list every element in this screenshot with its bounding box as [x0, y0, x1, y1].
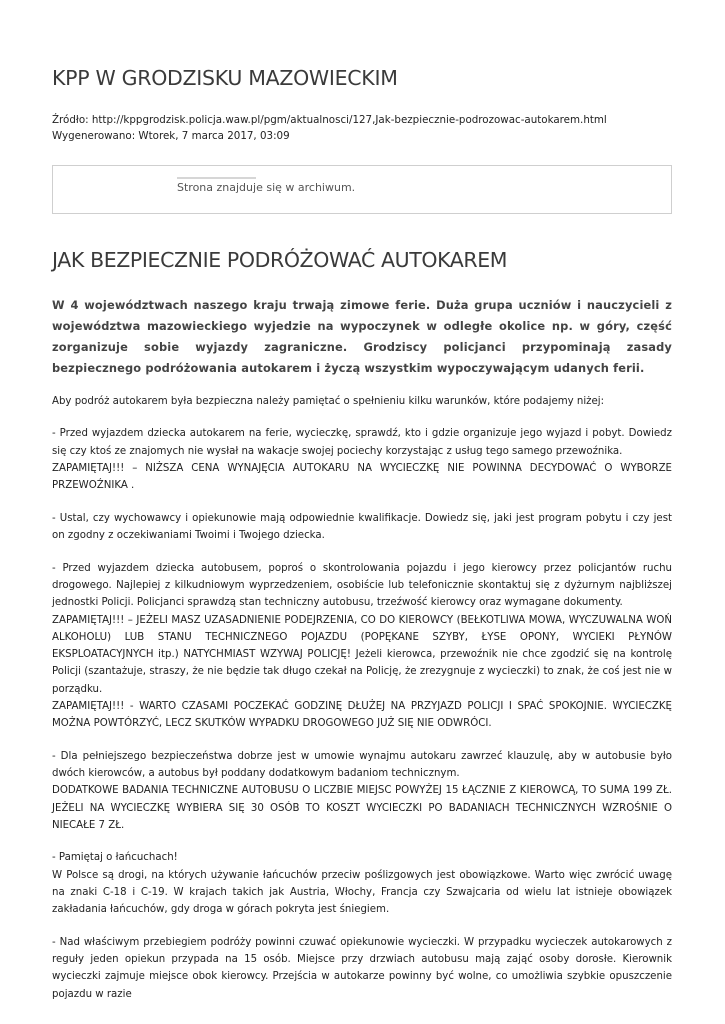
paragraph-supervision: - Nad właściwym przebiegiem podróży powinni czuwać opiekunowie wycieczki. W przypadku wycieczek autokarowych z reguły jeden opiekun przypada na 15 osób. Miejsce przy drzwiach autobusu mają zająć osoby dorosłe. Kierownik wycieczki zajmuje miejsce obok kierowcy. Przejścia w autokarze powinny być wolne, co umożliwia szybkie opuszczenie pojazdu w razie	[52, 936, 672, 1000]
paragraph-text: - Dla pełniejszego bezpieczeństwa dobrze jest w umowie wynajmu autokaru zawrzeć klauzulę, aby w autobusie było dwóch kierowców, a autobus był poddany dodatkowym badaniom technicznym.	[52, 750, 672, 780]
archive-notice-text: Strona znajduje się w archiwum.	[177, 181, 356, 194]
paragraph-text: - Przed wyjazdem dziecka autokarem na ferie, wycieczkę, sprawdź, kto i gdzie organizuje jego wyjazd i pobyt. Dowiedz się czy ktoś ze znajomych nie wysłał na wakacje swojej pociechy korzystając z usług tego samego przewoźnika.	[52, 428, 672, 457]
archive-notice-divider	[177, 177, 256, 179]
warning-text: DODATKOWE BADANIA TECHNICZNE AUTOBUSU O LICZBIE MIEJSC POWYŻEJ 15 ŁĄCZNIE Z KIEROWCĄ, TO SUMA 199 ZŁ. JEŻELI NA WYCIECZKĘ WYBIERA SIĘ 30 OSÓB TO KOSZT WYCIECZKI PO BADANIACH TECHNICZNYCH WZROŚNIE O NIECAŁE 7 ZŁ.	[52, 785, 672, 831]
article-title: JAK BEZPIECZNIE PODRÓŻOWAĆ AUTOKAREM	[52, 248, 508, 272]
site-title: KPP W GRODZISKU MAZOWIECKIM	[52, 66, 398, 90]
paragraph-heading: - Pamiętaj o łańcuchach!	[52, 852, 178, 864]
warning-text: ZAPAMIĘTAJ!!! – NIŻSZA CENA WYNAJĘCIA AUTOKARU NA WYCIECZKĘ NIE POWINNA DECYDOWAĆ O WYBORZE PRZEWOŹNIKA .	[52, 463, 672, 492]
article-body	[52, 393, 672, 1018]
paragraph-contract	[52, 748, 672, 834]
document-meta	[52, 113, 607, 144]
generated-date-line: Wygenerowano: Wtorek, 7 marca 2017, 03:09	[52, 129, 290, 142]
paragraph-text: W Polsce są drogi, na których używanie łańcuchów przeciw poślizgowych jest obowiązkowe. Warto więc zwrócić uwagę na znaki C-18 i C-19. W krajach takich jak Austria, Włochy, Francja czy Szwajcaria od wielu lat istnieje obowiązek zakładania łańcuchów, gdy droga w górach pokryta jest śniegiem.	[52, 869, 672, 916]
paragraph-guardians: - Ustal, czy wychowawcy i opiekunowie mają odpowiednie kwalifikacje. Dowiedz się, jaki jest program pobytu i czy jest on zgodny z oczekiwaniami Twoimi i Twojego dziecka.	[52, 512, 672, 542]
warning-text: ZAPAMIĘTAJ!!! – JEŻELI MASZ UZASADNIENIE PODEJRZENIA, CO DO KIEROWCY (BEŁKOTLIWA MOWA, WYCZUWALNA WOŃ ALKOHOLU) LUB STANU TECHNICZNEGO POJAZDU (POPĘKANE SZYBY, ŁYSE OPONY, WYCIEKI PŁYNÓW EKSPLOATACYJNYCH itp.) NATYCHMIAST WZYWAJ POLICJĘ! Jeżeli kierowca, przewoźnik nie chce zgodzić się na kontrolę Policji (szantażuje, straszy, że nie będzie tak długo czekał na Policję, że zrezygnuje z wycieczki) to znak, że coś jest nie w porządku.	[52, 614, 672, 695]
paragraph-organizer	[52, 425, 672, 494]
paragraph-text: - Przed wyjazdem dziecka autobusem, poproś o skontrolowania pojazdu i jego kierowcy przez policjantów ruchu drogowego. Najlepiej z kilkudniowym wyprzedzeniem, osobiście lub telefonicznie skontaktuj się z dyżurnym najbliższej jednostki Policji. Policjanci sprawdzą stan techniczny autobusu, trzeźwość kierowcy oraz wymagane dokumenty.	[52, 562, 672, 609]
warning-text: ZAPAMIĘTAJ!!! - WARTO CZASAMI POCZEKAĆ GODZINĘ DŁUŻEJ NA PRZYJAZD POLICJI I SPAĆ SPOKOJNIE. WYCIECZKĘ MOŻNA POWTÓRZYĆ, LECZ SKUTKÓW WYPADKU DROGOWEGO JUŻ SIĘ NIE ODWRÓCI.	[52, 701, 672, 730]
intro-paragraph: Aby podróż autokarem była bezpieczna należy pamiętać o spełnieniu kilku warunków, które podajemy niżej:	[52, 396, 605, 407]
paragraph-inspection	[52, 560, 672, 733]
paragraph-chains	[52, 849, 672, 918]
archive-notice-box	[52, 165, 672, 214]
article-lead: W 4 województwach naszego kraju trwają zimowe ferie. Duża grupa uczniów i nauczycieli z województwa mazowieckiego wyjedzie na wypoczynek w odległe okolice np. w góry, część zorganizuje sobie wyjazdy zagraniczne. Grodziscy policjanci przypominają zasady bezpiecznego podróżowania autokarem i życzą wszystkim wypoczywającym udanych ferii.	[52, 298, 672, 375]
source-url-line: Źródło: http://kppgrodzisk.policja.waw.pl/pgm/aktualnosci/127,Jak-bezpiecznie-podrozowac-autokarem.html	[52, 114, 607, 126]
